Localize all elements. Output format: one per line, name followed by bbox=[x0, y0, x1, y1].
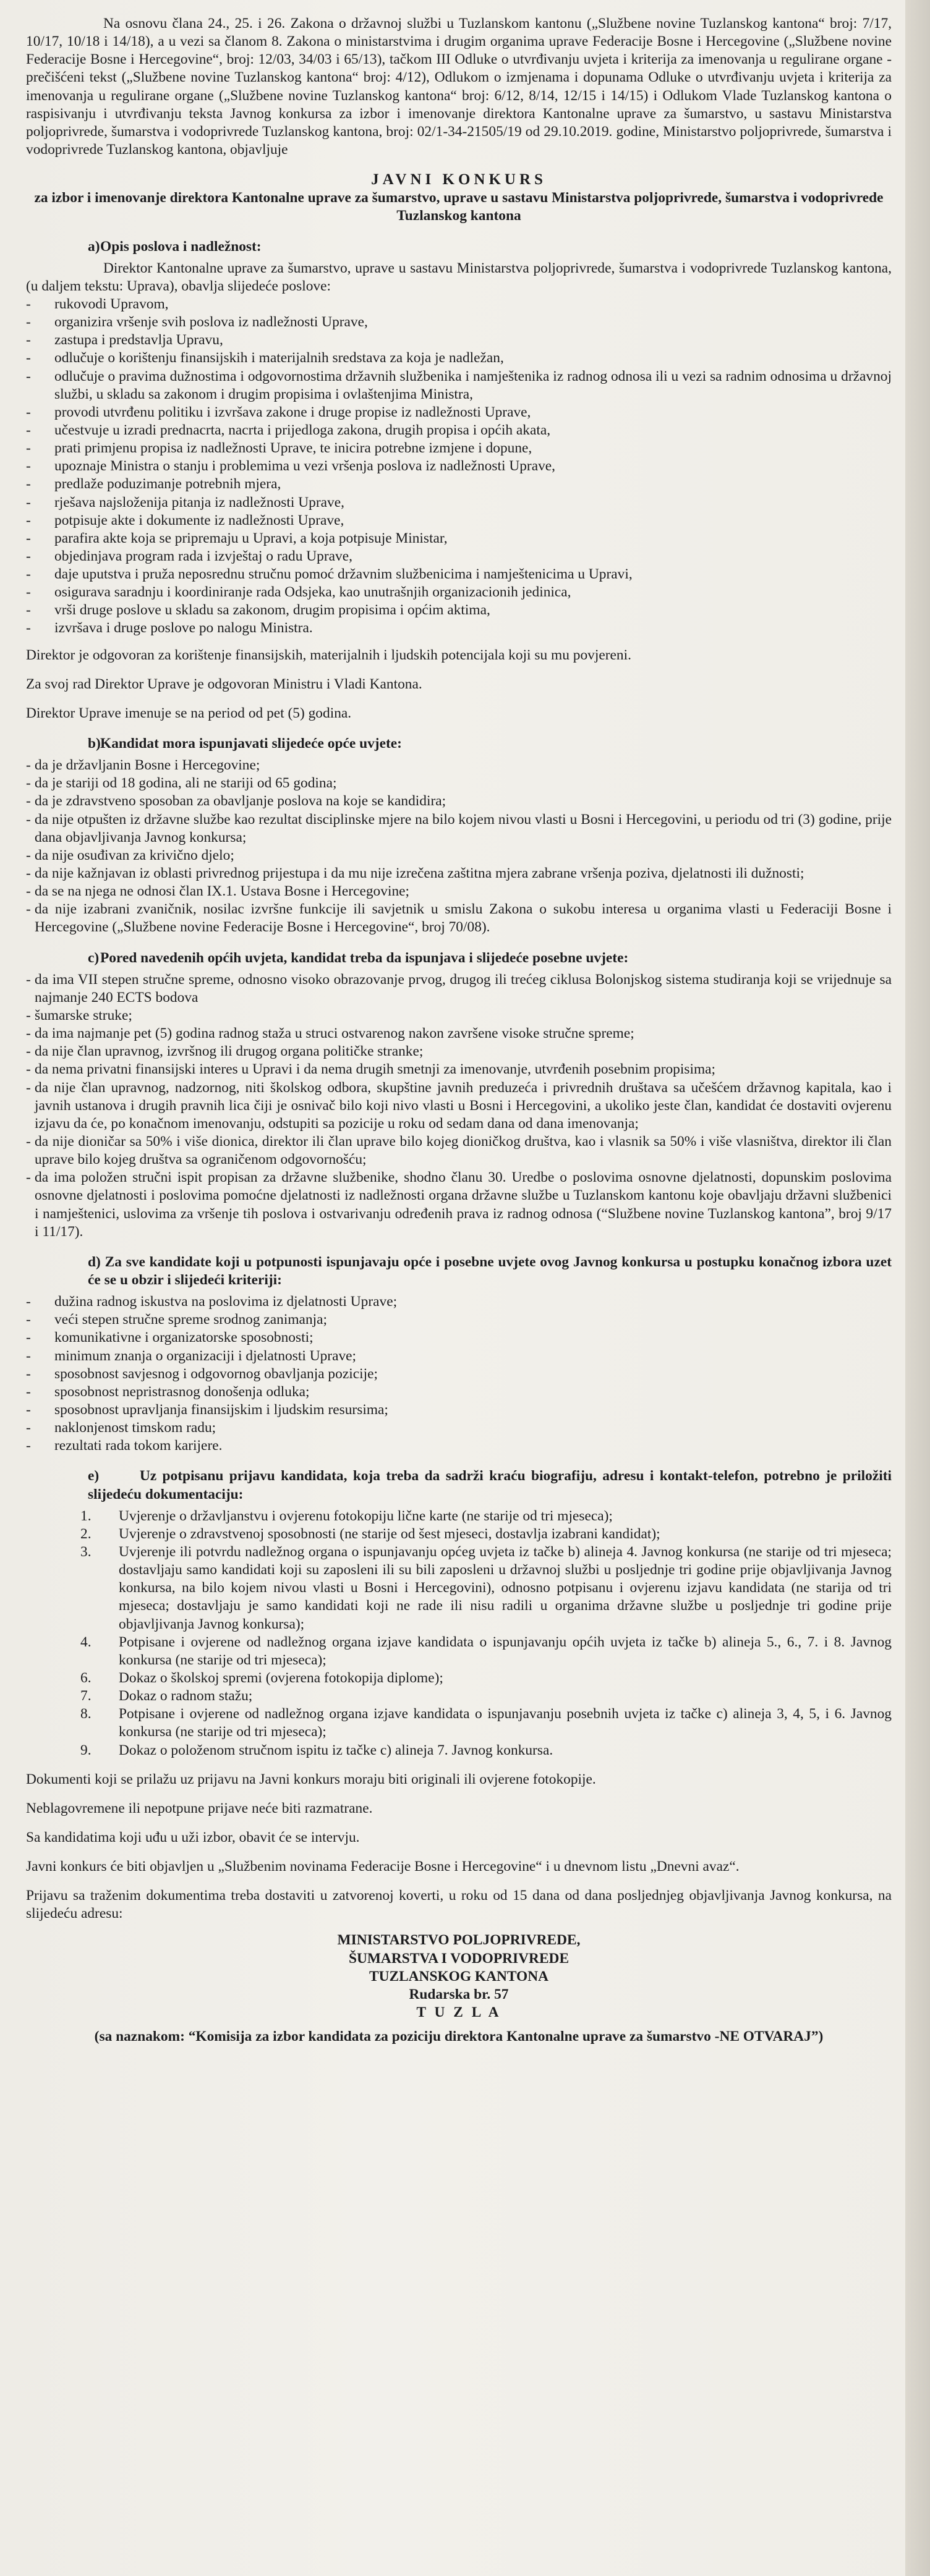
general-conditions-list bbox=[26, 756, 892, 936]
list-item: - parafira akte koja se pripremaju u Upravi, a koja potpisuje Ministar, bbox=[26, 530, 892, 548]
public-notice bbox=[26, 15, 892, 2046]
section-a-letter: a) bbox=[88, 238, 100, 255]
item-number: 7. bbox=[80, 1688, 92, 1705]
address-line: Rudarska br. 57 bbox=[409, 1986, 509, 2002]
list-item: - veći stepen stručne spreme srodnog zanimanja; bbox=[26, 1311, 892, 1329]
list-item bbox=[26, 1525, 892, 1543]
list-item: - rukovodi Upravom, bbox=[26, 295, 892, 313]
criteria-list bbox=[26, 1293, 892, 1455]
list-item: - da je stariji od 18 godina, ali ne stariji od 65 godina; bbox=[26, 774, 892, 792]
list-item: - minimum znanja o organizaciji i djelatnosti Uprave; bbox=[26, 1347, 892, 1365]
envelope-note: (sa naznakom: “Komisija za izbor kandidata za poziciju direktora Kantonalne uprave za šumarstvo -NE OTVARAJ”) bbox=[94, 2028, 824, 2045]
list-item: - da ima VII stepen stručne spreme, odnosno visoko obrazovanje prvog, drugog ili trećeg ciklusa Bolonjskog sistema studiranja koji se vrijednuje sa najmanje 240 ECTS bodova bbox=[26, 971, 892, 1007]
item-number: 1. bbox=[80, 1507, 92, 1524]
item-text: Potpisane i ovjerene od nadležnog organa izjave kandidata o ispunjavanju posebnih uvjeta iz tačke c) alineja 3, 4, 5, i 6. Javnog konkursa (ne starije od tri mjeseca); bbox=[119, 1706, 892, 1740]
duties-list bbox=[26, 295, 892, 638]
section-b-title: Kandidat mora ispunjavati slijedeće opće uvjete: bbox=[100, 735, 402, 752]
list-item: - izvršava i druge poslove po nalogu Ministra. bbox=[26, 619, 892, 637]
item-number: 8. bbox=[80, 1706, 92, 1722]
list-item bbox=[26, 1633, 892, 1669]
item-text: Dokaz o radnom stažu; bbox=[119, 1688, 253, 1705]
list-item: - rješava najsloženija pitanja iz nadležnosti Uprave, bbox=[26, 494, 892, 512]
list-item: - odlučuje o korištenju finansijskih i materijalnih sredstava za koja je nadležan, bbox=[26, 349, 892, 367]
list-item: - odlučuje o pravima dužnostima i odgovornostima državnih službenika i namještenika iz radnog odnosa ili u vezi sa radnim odnosima u državnoj službi, u skladu sa zakonom i drugim propisima i ovlaštenjima Ministra, bbox=[26, 368, 892, 404]
list-item bbox=[26, 1543, 892, 1633]
section-b-header bbox=[26, 735, 892, 753]
section-a-lead: Direktor Kantonalne uprave za šumarstvo, uprave u sastavu Ministarstva poljoprivrede, šumarstva i vodoprivrede Tuzlanskog kantona, (u daljem tekstu: Uprava), obavlja slijedeće poslove: bbox=[26, 260, 892, 294]
section-a-header bbox=[26, 238, 892, 256]
notice-heading: JAVNI KONKURS bbox=[371, 171, 547, 189]
list-item: - prati primjenu propisa iz nadležnosti Uprave, te inicira potrebne izmjene i dopune, bbox=[26, 439, 892, 457]
section-b-letter: b) bbox=[88, 735, 101, 752]
list-item: - da ima najmanje pet (5) godina radnog staža u struci ostvarenog nakon završene visoke stručne spreme; bbox=[26, 1025, 892, 1043]
paragraph: Direktor Uprave imenuje se na period od pet (5) godina. bbox=[26, 705, 352, 721]
list-item: - da je državljanin Bosne i Hercegovine; bbox=[26, 756, 892, 774]
address-line: ŠUMARSTVA I VODOPRIVREDE bbox=[348, 1950, 570, 1967]
list-item: - predlaže poduzimanje potrebnih mjera, bbox=[26, 475, 892, 493]
section-d-title: Za sve kandidate koji u potpunosti ispunjavaju opće i posebne uvjete ovog Javnog konkursa u postupku konačnog izbora uzet će se u obzir i slijedeći kriteriji: bbox=[88, 1253, 892, 1288]
list-item: - sposobnost upravljanja finansijskim i ljudskim resursima; bbox=[26, 1401, 892, 1419]
item-text: Uvjerenje o državljanstvu i ovjerenu fotokopiju lične karte (ne starije od tri mjeseca); bbox=[119, 1507, 613, 1524]
item-number: 4. bbox=[80, 1633, 92, 1650]
section-e-title: Uz potpisanu prijavu kandidata, koja treba da sadrži kraću biografiju, adresu i kontakt-telefon, potrebno je priložiti slijedeću dokumentaciju: bbox=[88, 1468, 892, 1502]
mailing-address bbox=[26, 1931, 892, 2046]
list-item: - potpisuje akte i dokumente iz nadležnosti Uprave, bbox=[26, 512, 892, 530]
notice-subheading: za izbor i imenovanje direktora Kantonalne uprave za šumarstvo, uprave u sastavu Ministarstva poljoprivrede, šumarstva i vodoprivrede Tuzlanskog kantona bbox=[34, 190, 884, 224]
list-item bbox=[26, 1705, 892, 1741]
list-item: - objedinjava program rada i izvještaj o radu Uprave, bbox=[26, 548, 892, 566]
item-number: 2. bbox=[80, 1525, 92, 1542]
address-city: T U Z L A bbox=[416, 2004, 501, 2021]
item-text: Dokaz o položenom stručnom ispitu iz tačke c) alineja 7. Javnog konkursa. bbox=[119, 1742, 553, 1758]
section-c-header bbox=[26, 949, 892, 967]
list-item: - sposobnost nepristrasnog donošenja odluka; bbox=[26, 1383, 892, 1401]
adjacent-page-edge bbox=[905, 0, 930, 2576]
list-item: - provodi utvrđenu politiku i izvršava zakone i druge propise iz nadležnosti Uprave, bbox=[26, 404, 892, 422]
paragraph: Direktor je odgovoran za korištenje finansijskih, materijalnih i ljudskih potencijala koji su mu povjereni. bbox=[26, 646, 631, 663]
item-text: Uvjerenje ili potvrdu nadležnog organa o ispunjavanju općeg uvjeta iz tačke b) alineja 4. Javnog konkursa (ne starije od tri mjeseca; dostavljaju samo kandidati koji su zaposleni ili su bili zaposleni u državnoj službi u posljednje tri godine prije objavljivanja Javnog konkursa, na bilo kojem nivou vlasti u Bosni i Hercegovini), odnosno potpisanu i ovjerenu izjavu kandidata (ne starija od tri mjeseca; dostavljaju je samo kandidati koji ne rade ili nisu radili u organima državne službe u posljednje tri godine prije objavljivanja Javnog konkursa); bbox=[119, 1543, 892, 1632]
list-item bbox=[26, 1669, 892, 1687]
section-c-title: Pored navedenih općih uvjeta, kandidat treba da ispunjava i slijedeće posebne uvjete: bbox=[100, 949, 629, 966]
list-item: - da nije član upravnog, izvršnog ili drugog organa političke stranke; bbox=[26, 1043, 892, 1061]
list-item: - da nije dioničar sa 50% i više dionica, direktor ili član uprave bilo kojeg dioničkog društva, kao i vlasnik sa 50% i više vlasništva, direktor ili član uprave bilo kojeg društva sa ograničenom odgovornošću; bbox=[26, 1133, 892, 1169]
list-item: - dužina radnog iskustva na poslovima iz djelatnosti Uprave; bbox=[26, 1293, 892, 1311]
list-item: - naklonjenost timskom radu; bbox=[26, 1419, 892, 1437]
list-item: - komunikativne i organizatorske sposobnosti; bbox=[26, 1329, 892, 1347]
list-item: - šumarske struke; bbox=[26, 1007, 892, 1025]
list-item: - sposobnost savjesnog i odgovornog obavljanja pozicije; bbox=[26, 1365, 892, 1383]
section-e-letter: e) bbox=[88, 1468, 100, 1485]
list-item: - da nije izabrani zvaničnik, nosilac izvršne funkcije ili savjetnik u smislu Zakona o sukobu interesa u organima vlasti u Federaciji Bosne i Hercegovine („Službene novine Federacije Bosne i Hercegovine“, broj 70/08). bbox=[26, 900, 892, 936]
list-item: - osigurava saradnju i koordiniranje rada Odsjeka, kao unutrašnjih organizacionih jedinica, bbox=[26, 583, 892, 601]
list-item: - da se na njega ne odnosi član IX.1. Ustava Bosne i Hercegovine; bbox=[26, 883, 892, 900]
section-d-letter: d) bbox=[88, 1253, 101, 1270]
closing-paragraph: Neblagovremene ili nepotpune prijave neće biti razmatrane. bbox=[26, 1800, 373, 1816]
item-number: 9. bbox=[80, 1742, 92, 1758]
closing-paragraph: Dokumenti koji se prilažu uz prijavu na Javni konkurs moraju biti originali ili ovjerene fotokopije. bbox=[26, 1771, 596, 1787]
item-number: 6. bbox=[80, 1669, 92, 1686]
list-item bbox=[26, 1507, 892, 1525]
list-item: - da nije osuđivan za krivično djelo; bbox=[26, 847, 892, 865]
item-text: Uvjerenje o zdravstvenoj sposobnosti (ne starije od šest mjeseci, dostavlja izabrani kandidat); bbox=[119, 1525, 660, 1542]
list-item: - upoznaje Ministra o stanju i problemima u vezi vršenja poslova iz nadležnosti Uprave, bbox=[26, 457, 892, 475]
section-d-header bbox=[26, 1253, 892, 1289]
section-e-header bbox=[26, 1467, 892, 1503]
item-text: Dokaz o školskoj spremi (ovjerena fotokopija diplome); bbox=[119, 1669, 443, 1686]
list-item: - daje uputstva i pruža neposrednu stručnu pomoć državnim službenicima i namještenicima u Upravi, bbox=[26, 566, 892, 583]
item-number: 3. bbox=[80, 1543, 92, 1560]
list-item bbox=[26, 1687, 892, 1705]
list-item: - vrši druge poslove u skladu sa zakonom, drugim propisima i općim aktima, bbox=[26, 601, 892, 619]
item-text: Potpisane i ovjerene od nadležnog organa izjave kandidata o ispunjavanju općih uvjeta iz tačke b) alineja 5., 6., 7. i 8. Javnog konkursa (ne starije od tri mjeseca); bbox=[119, 1633, 892, 1668]
address-line: TUZLANSKOG KANTONA bbox=[369, 1968, 549, 1985]
documents-list bbox=[26, 1507, 892, 1760]
list-item: - da nije kažnjavan iz oblasti privrednog prijestupa i da mu nije izrečena zaštitna mjera zabrane vršenja poziva, djelatnosti ili dužnosti; bbox=[26, 865, 892, 883]
section-c-letter: c) bbox=[88, 949, 100, 966]
paragraph: Za svoj rad Direktor Uprave je odgovoran Ministru i Vladi Kantona. bbox=[26, 676, 422, 692]
special-conditions-list bbox=[26, 971, 892, 1241]
list-item: - organizira vršenje svih poslova iz nadležnosti Uprave, bbox=[26, 313, 892, 331]
list-item: - da nije otpušten iz državne službe kao rezultat disciplinske mjere na bilo kojem nivou vlasti u Bosni i Hercegovini, u periodu od tri (3) godine, prije dana objavljivanja Javnog konkursa; bbox=[26, 811, 892, 847]
closing-paragraph: Prijavu sa traženim dokumentima treba dostaviti u zatvorenoj koverti, u roku od 15 dana od dana posljednjeg objavljivanja Javnog konkursa, na slijedeću adresu: bbox=[26, 1888, 892, 1922]
list-item: - da je zdravstveno sposoban za obavljanje poslova na koje se kandidira; bbox=[26, 792, 892, 810]
list-item: - da nije član upravnog, nadzornog, niti školskog odbora, skupštine javnih preduzeća i privrednih društava sa učešćem državnog kapitala, kao i javnih ustanova i drugih pravnih lica čiji je osnivač bilo koji nivo vlasti u Bosni i Hercegovini, a ukoliko jeste član, kandidat će dostaviti ovjerenu izjavu da će, po konačnom imenovanju, odstupiti sa pozicije u roku od sedam dana od dana imenovanja; bbox=[26, 1079, 892, 1133]
intro-paragraph: Na osnovu člana 24., 25. i 26. Zakona o državnoj službi u Tuzlanskom kantonu („Službene novine Tuzlanskog kantona“ broj: 7/17, 10/17, 10/18 i 14/18), a u vezi sa članom 8. Zakona o ministarstvima i drugim organima uprave Federacije Bosne i Hercegovine („Službene novine Federacije Bosne i Hercegovine“, broj: 12/03, 34/03 i 65/13), tačkom III Odluke o utvrđivanju uvjeta i kriterija za imenovanja u regulirane organe - prečišćeni tekst („Službene novine Tuzlanskog kantona“ broj: 4/12), Odlukom o izmjenama i dopunama Odluke o utvrđivanju uvjeta i kriterija za imenovanja u regulirane organe („Službene novine Tuzlanskog kantona“ broj: 6/12, 8/14, 12/15 i 14/15) i Odlukom Vlade Tuzlanskog kantona o raspisivanju i utvrđivanju teksta Javnog konkursa za izbor i imenovanje direktora Kantonalne uprave za šumarstvo, u sastavu Ministarstva poljoprivrede, šumarstva i vodoprivrede Tuzlanskog kantona, broj: 02/1-34-21505/19 od 29.10.2019. godine, Ministarstvo poljoprivrede, šumarstva i vodoprivrede Tuzlanskog kantona, objavljuje bbox=[26, 15, 892, 158]
list-item: - zastupa i predstavlja Upravu, bbox=[26, 331, 892, 349]
list-item: - učestvuje u izradi prednacrta, nacrta i prijedloga zakona, drugih propisa i općih akata, bbox=[26, 422, 892, 439]
list-item: - da ima položen stručni ispit propisan za državne službenike, shodno članu 30. Uredbe o poslovima osnovne djelatnosti, dopunskim poslovima osnovne djelatnosti i poslovima pomoćne djelatnosti iz nadležnosti organa državne službe u Tuzlanskom kantonu koje obavljaju državni službenici i namještenici, uslovima za vršenje tih poslova i ostvarivanju određenih prava iz radnog odnosa (“Službene novine Tuzlanskog kantona”, broj 9/17 i 11/17). bbox=[26, 1169, 892, 1241]
closing-paragraph: Javni konkurs će biti objavljen u „Službenim novinama Federacije Bosne i Hercegovine“ i u dnevnom listu „Dnevni avaz“. bbox=[26, 1858, 740, 1875]
address-line: MINISTARSTVO POLJOPRIVREDE, bbox=[337, 1932, 581, 1949]
section-a-title: Opis poslova i nadležnost: bbox=[100, 238, 262, 255]
closing-paragraph: Sa kandidatima koji uđu u uži izbor, obavit će se intervju. bbox=[26, 1829, 360, 1845]
list-item: - da nema privatni finansijski interes u Upravi i da nema drugih smetnji za imenovanje, utvrđenih posebnim propisima; bbox=[26, 1061, 892, 1078]
list-item: - rezultati rada tokom karijere. bbox=[26, 1437, 892, 1455]
list-item bbox=[26, 1742, 892, 1760]
